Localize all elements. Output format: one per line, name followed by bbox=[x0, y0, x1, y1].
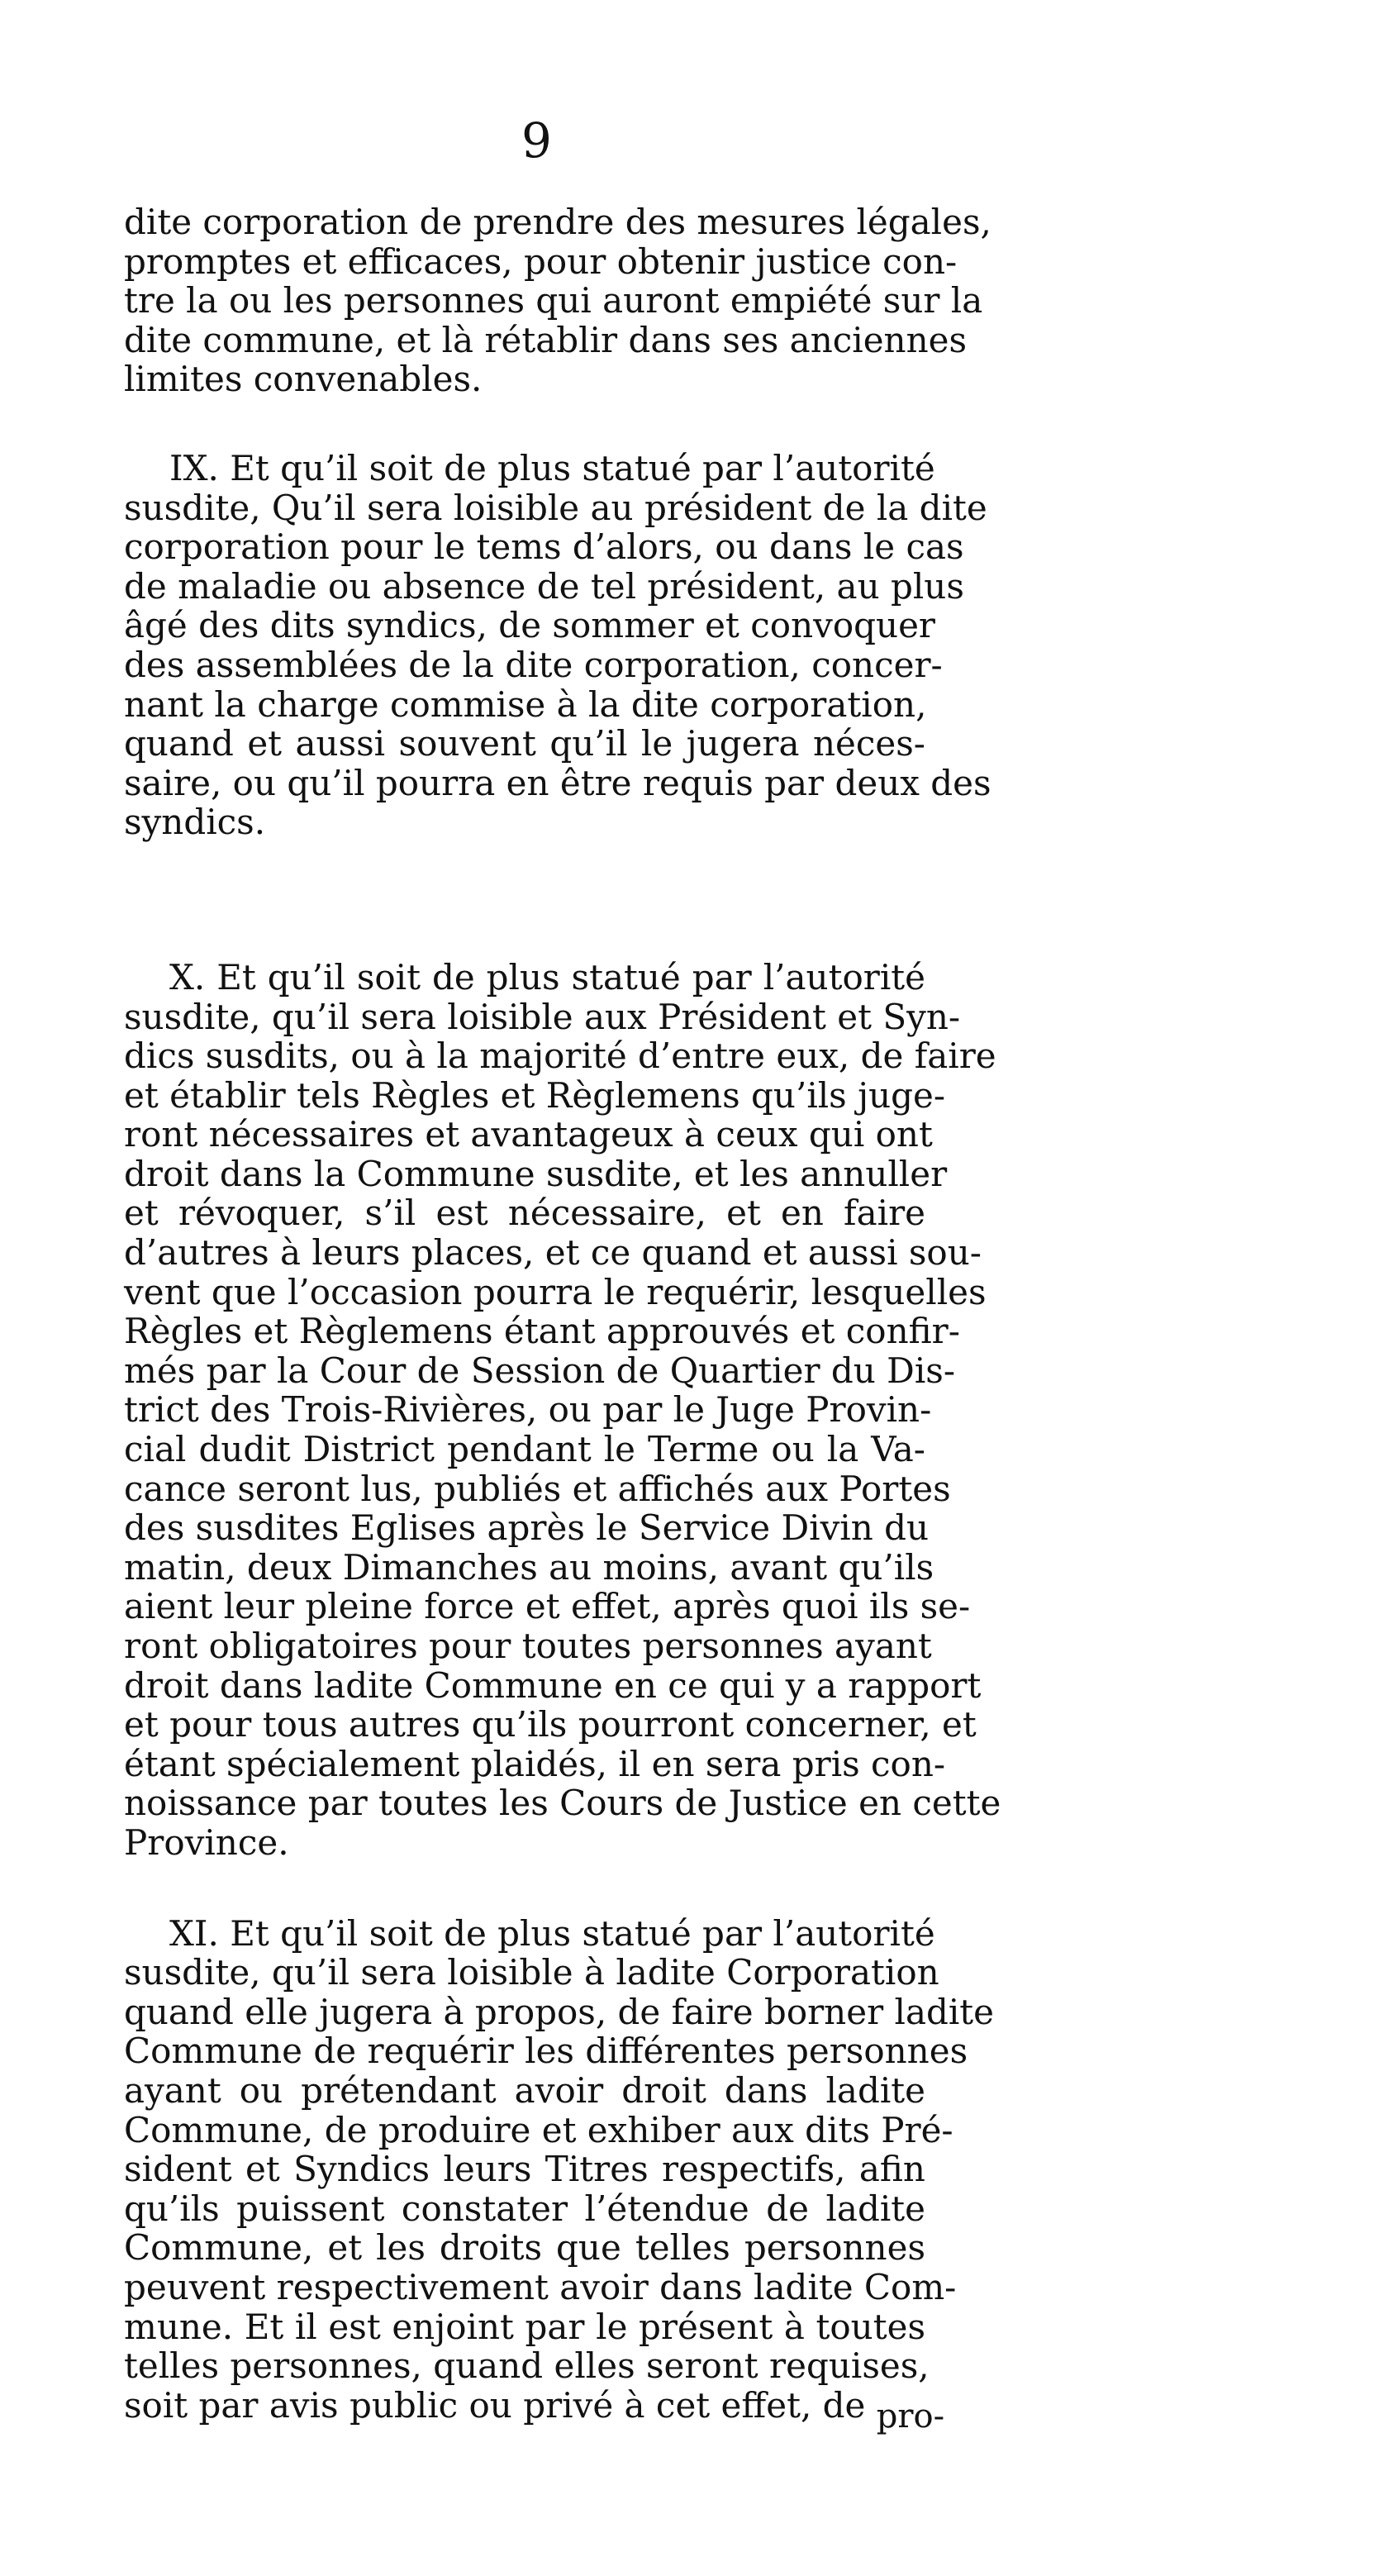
text-line: susdite, qu’il sera loisible à ladite Corporation bbox=[124, 1952, 939, 1993]
text-line: quand elle jugera à propos, de faire borner ladite bbox=[124, 1991, 995, 2032]
text-line: droit dans la Commune susdite, et les annuller bbox=[124, 1153, 948, 1194]
catchword: pro- bbox=[876, 2397, 945, 2436]
text-line: saire, ou qu’il pourra en être requis par deux des bbox=[124, 762, 991, 803]
text-line: noissance par toutes les Cours de Justice en cette bbox=[124, 1783, 1001, 1824]
text-line: mune. Et il est enjoint par le présent à toutes bbox=[124, 2306, 925, 2347]
text-line-fragment: soit par avis public ou privé à cet effet, de bbox=[124, 2384, 866, 2426]
text-line: promptes et efficaces, pour obtenir justice con- bbox=[124, 240, 958, 282]
text-line: sident et Syndics leurs Titres respectifs, afin bbox=[124, 2149, 925, 2190]
text-line: XI. Et qu’il soit de plus statué par l’autorité bbox=[169, 1912, 935, 1954]
text-line: Province. bbox=[124, 1821, 289, 1863]
text-line: droit dans ladite Commune en ce qui y a rapport bbox=[124, 1664, 982, 1706]
text-line: trict des Trois-Rivières, ou par le Juge Provin- bbox=[124, 1389, 932, 1431]
body-text bbox=[124, 202, 1001, 2436]
text-line: susdite, qu’il sera loisible aux Président et Syn- bbox=[124, 996, 961, 1037]
text-line: peuvent respectivement avoir dans ladite Com- bbox=[124, 2266, 957, 2307]
text-line: syndics. bbox=[124, 802, 266, 843]
text-line: dite corporation de prendre des mesures légales, bbox=[124, 202, 991, 242]
text-line: dics susdits, ou à la majorité d’entre eux, de faire bbox=[124, 1036, 996, 1077]
text-line: étant spécialement plaidés, il en sera pris con- bbox=[124, 1743, 946, 1784]
text-line: ayant ou prétendant avoir droit dans ladite bbox=[124, 2069, 925, 2111]
paragraph-xi bbox=[124, 1912, 995, 2437]
text-line: ront nécessaires et avantageux à ceux qui ont bbox=[124, 1114, 933, 1155]
text-line: Commune, et les droits que telles personnes bbox=[124, 2227, 925, 2269]
text-line: qu’ils puissent constater l’étendue de ladite bbox=[124, 2188, 925, 2229]
text-line: cial dudit District pendant le Terme ou la Va- bbox=[124, 1429, 925, 1470]
text-line: quand et aussi souvent qu’il le jugera néces- bbox=[124, 723, 925, 764]
paragraph-continuation bbox=[124, 202, 991, 400]
text-line: cance seront lus, publiés et affichés aux Portes bbox=[124, 1468, 951, 1509]
final-line-with-catchword bbox=[124, 2384, 945, 2437]
text-line: més par la Cour de Session de Quartier du Dis- bbox=[124, 1350, 956, 1391]
text-line: limites convenables. bbox=[124, 359, 483, 400]
text-line: vent que l’occasion pourra le requérir, lesquelles bbox=[124, 1271, 987, 1312]
text-line: IX. Et qu’il soit de plus statué par l’autorité bbox=[169, 447, 935, 488]
text-line: susdite, Qu’il sera loisible au président de la dite bbox=[124, 487, 987, 528]
text-line: corporation pour le tems d’alors, ou dans le cas bbox=[124, 526, 964, 568]
text-line: Commune de requérir les différentes personnes bbox=[124, 2031, 968, 2072]
text-line: matin, deux Dimanches au moins, avant qu’ils bbox=[124, 1546, 934, 1588]
text-line: et établir tels Règles et Règlemens qu’ils juge- bbox=[124, 1074, 946, 1116]
text-line: des assemblées de la dite corporation, concer- bbox=[124, 644, 943, 685]
text-line: tre la ou les personnes qui auront empiété sur la bbox=[124, 280, 983, 321]
text-line: dite commune, et là rétablir dans ses anciennes bbox=[124, 319, 968, 360]
paragraph-x bbox=[124, 956, 1001, 1863]
text-line: et pour tous autres qu’ils pourront concerner, et bbox=[124, 1704, 977, 1745]
text-line: Commune, de produire et exhiber aux dits Pré- bbox=[124, 2109, 953, 2150]
text-line: âgé des dits syndics, de sommer et convoquer bbox=[124, 605, 935, 646]
text-line: Règles et Règlemens étant approuvés et confir- bbox=[124, 1311, 960, 1352]
text-line: X. Et qu’il soit de plus statué par l’autorité bbox=[169, 956, 925, 998]
page-number: 9 bbox=[521, 112, 553, 169]
text-line: d’autres à leurs places, et ce quand et aussi sou- bbox=[124, 1232, 982, 1274]
paragraph-ix bbox=[124, 447, 991, 843]
text-line: nant la charge commise à la dite corporation, bbox=[124, 683, 927, 725]
text-line: et révoquer, s’il est nécessaire, et en faire bbox=[124, 1193, 925, 1234]
text-line: telles personnes, quand elles seront requises, bbox=[124, 2345, 930, 2387]
text-line: aient leur pleine force et effet, après quoi ils se- bbox=[124, 1586, 971, 1627]
text-line: de maladie ou absence de tel président, au plus bbox=[124, 565, 964, 607]
text-line: ront obligatoires pour toutes personnes ayant bbox=[124, 1626, 932, 1666]
text-line: des susdites Eglises après le Service Divin du bbox=[124, 1507, 930, 1549]
